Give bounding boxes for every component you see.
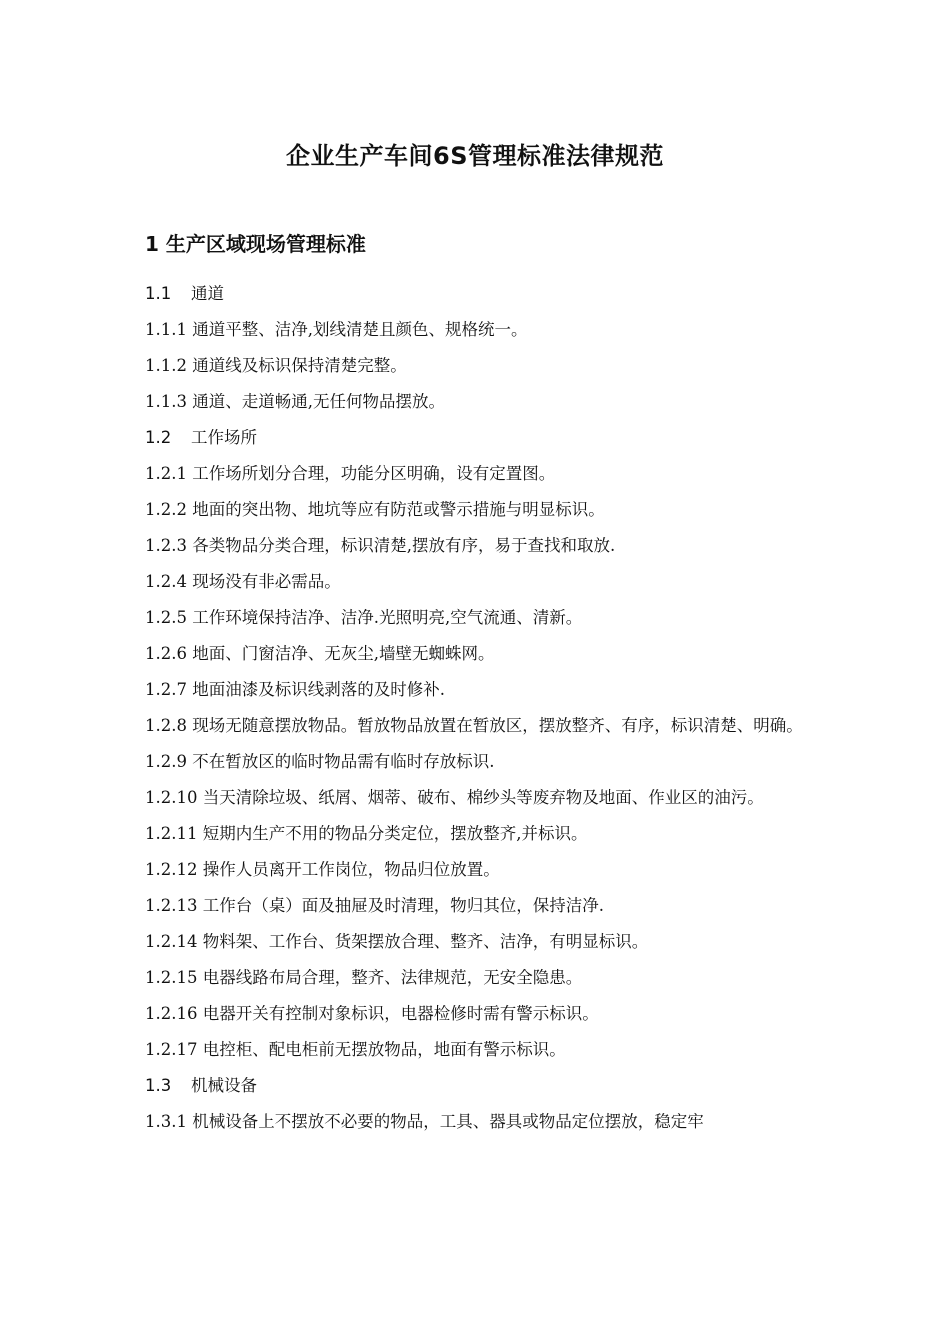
clause-item: 1.1.1 通道平整、洁净,划线清楚且颜色、规格统一。 — [145, 320, 528, 339]
document-body — [145, 276, 810, 1140]
clause-item: 1.2.12 操作人员离开工作岗位，物品归位放置。 — [145, 860, 500, 879]
subsection-heading — [145, 276, 810, 312]
clause-item: 1.2.17 电控柜、配电柜前无摆放物品，地面有警示标识。 — [145, 1040, 566, 1059]
clause-paragraph: 1.2.8 现场无随意摆放物品。暂放物品放置在暂放区，摆放整齐、有序，标识清楚、明确。 — [145, 716, 803, 735]
clause-item: 1.2.13 工作台（桌）面及抽屉及时清理，物归其位，保持洁净. — [145, 896, 604, 915]
subsection-number: 1.2 — [145, 428, 172, 447]
section-heading: 1 生产区域现场管理标准 — [145, 232, 366, 256]
clause-item: 1.3.1 机械设备上不摆放不必要的物品，工具、器具或物品定位摆放，稳定牢 — [145, 1112, 704, 1131]
clause-item: 1.2.14 物料架、工作台、货架摆放合理、整齐、洁净，有明显标识。 — [145, 932, 649, 951]
clause-paragraph: 1.2.10 当天清除垃圾、纸屑、烟蒂、破布、棉纱头等废弃物及地面、作业区的油污。 — [145, 788, 764, 807]
clause-item: 1.2.7 地面油漆及标识线剥落的及时修补. — [145, 680, 445, 699]
subsection-heading — [145, 1068, 810, 1104]
clause-item: 1.2.5 工作环境保持洁净、洁净.光照明亮,空气流通、清新。 — [145, 608, 583, 627]
clause-item: 1.2.11 短期内生产不用的物品分类定位，摆放整齐,并标识。 — [145, 824, 588, 843]
subsection-number: 1.3 — [145, 1076, 172, 1095]
clause-item: 1.2.2 地面的突出物、地坑等应有防范或警示措施与明显标识。 — [145, 500, 605, 519]
clause-item: 1.2.1 工作场所划分合理，功能分区明确，设有定置图。 — [145, 464, 556, 483]
clause-item: 1.2.9 不在暂放区的临时物品需有临时存放标识. — [145, 752, 495, 771]
clause-item: 1.2.6 地面、门窗洁净、无灰尘,墙壁无蜘蛛网。 — [145, 644, 495, 663]
clause-item: 1.2.4 现场没有非必需品。 — [145, 572, 341, 591]
clause-item: 1.2.3 各类物品分类合理，标识清楚,摆放有序，易于查找和取放. — [145, 536, 616, 555]
clause-item: 1.2.16 电器开关有控制对象标识，电器检修时需有警示标识。 — [145, 1004, 599, 1023]
subsection-label: 工作场所 — [191, 428, 257, 447]
subsection-number: 1.1 — [145, 284, 172, 303]
document-title: 企业生产车间6S管理标准法律规范 — [286, 142, 664, 170]
subsection-heading — [145, 420, 810, 456]
clause-item: 1.1.3 通道、走道畅通,无任何物品摆放。 — [145, 392, 445, 411]
subsection-label: 机械设备 — [191, 1076, 257, 1095]
clause-item: 1.2.15 电器线路布局合理，整齐、法律规范，无安全隐患。 — [145, 968, 583, 987]
subsection-label: 通道 — [191, 284, 224, 303]
clause-item: 1.1.2 通道线及标识保持清楚完整。 — [145, 356, 407, 375]
